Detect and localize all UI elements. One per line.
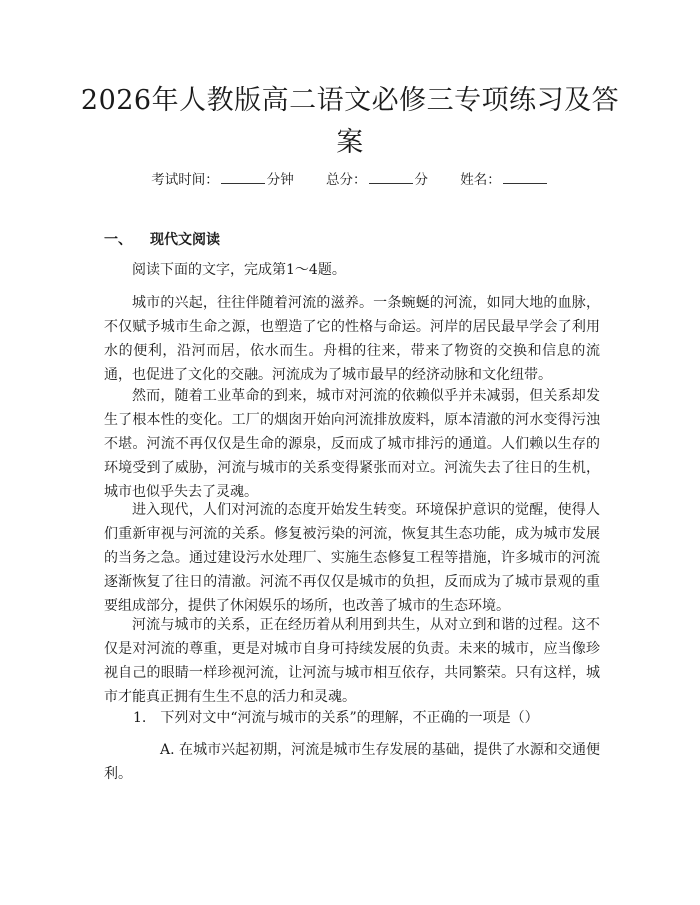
exam-info-line [0, 168, 700, 188]
exam-time-label: 考试时间： [151, 172, 219, 188]
question-1 [133, 707, 539, 727]
section-heading [104, 229, 220, 249]
reading-instruction: 阅读下面的文字，完成第1～4题。 [132, 262, 346, 278]
total-score-label: 总分： [326, 172, 367, 188]
question-option-a: A. 在城市兴起初期，河流是城市生存发展的基础，提供了水源和交通便利。 [104, 742, 600, 782]
student-name-blank [503, 171, 547, 184]
passage-paragraph-4: 河流与城市的关系，正在经历着从利用到共生，从对立到和谐的过程。这不仅是对河流的尊重，更是对城市自身可持续发展的负责。未来的城市，应当像珍视自己的眼睛一样珍视河流，让河流与城市相互依存，共同繁荣。只有这样，城市才能真正拥有生生不息的活力和灵魂。 [104, 617, 600, 705]
question-number: 1. [133, 710, 147, 726]
exam-time-blank [221, 171, 265, 184]
total-score-unit: 分 [414, 172, 428, 188]
total-score-field [326, 168, 428, 188]
student-name-field [460, 168, 549, 188]
document-title: 2026年人教版高二语文必修三专项练习及答案 [80, 85, 620, 158]
passage-paragraph-1: 城市的兴起，往往伴随着河流的滋养。一条蜿蜒的河流，如同大地的血脉，不仅赋予城市生命之源，也塑造了它的性格与命运。河岸的居民最早学会了利用水的便利，沿河而居，依水而生。舟楫的往来，带来了物资的交换和信息的流通，也促进了文化的交融。河流成为了城市最早的经济动脉和文化纽带。 [104, 295, 600, 383]
student-name-label: 姓名： [460, 172, 501, 188]
total-score-blank [369, 171, 413, 184]
section-title: 现代文阅读 [150, 232, 220, 248]
question-text: 下列对文中“河流与城市的关系”的理解，不正确的一项是（） [160, 710, 539, 726]
passage-paragraph-2: 然而，随着工业革命的到来，城市对河流的依赖似乎并未减弱，但关系却发生了根本性的变化。工厂的烟囱开始向河流排放废料，原本清澈的河水变得污浊不堪。河流不再仅仅是生命的源泉，反而成了城市排污的通道。人们赖以生存的环境受到了威胁，河流与城市的关系变得紧张而对立。河流失去了往日的生机，城市也似乎失去了灵魂。 [104, 388, 600, 500]
exam-time-field [151, 168, 294, 188]
exam-time-unit: 分钟 [266, 172, 294, 188]
section-number: 一、 [104, 232, 132, 248]
passage-paragraph-3: 进入现代，人们对河流的态度开始发生转变。环境保护意识的觉醒，使得人们重新审视与河流的关系。修复被污染的河流，恢复其生态功能，成为城市发展的当务之急。通过建设污水处理厂、实施生态修复工程等措施，许多城市的河流逐渐恢复了往日的清澈。河流不再仅仅是城市的负担，反而成为了城市景观的重要组成部分，提供了休闲娱乐的场所，也改善了城市的生态环境。 [104, 502, 600, 614]
